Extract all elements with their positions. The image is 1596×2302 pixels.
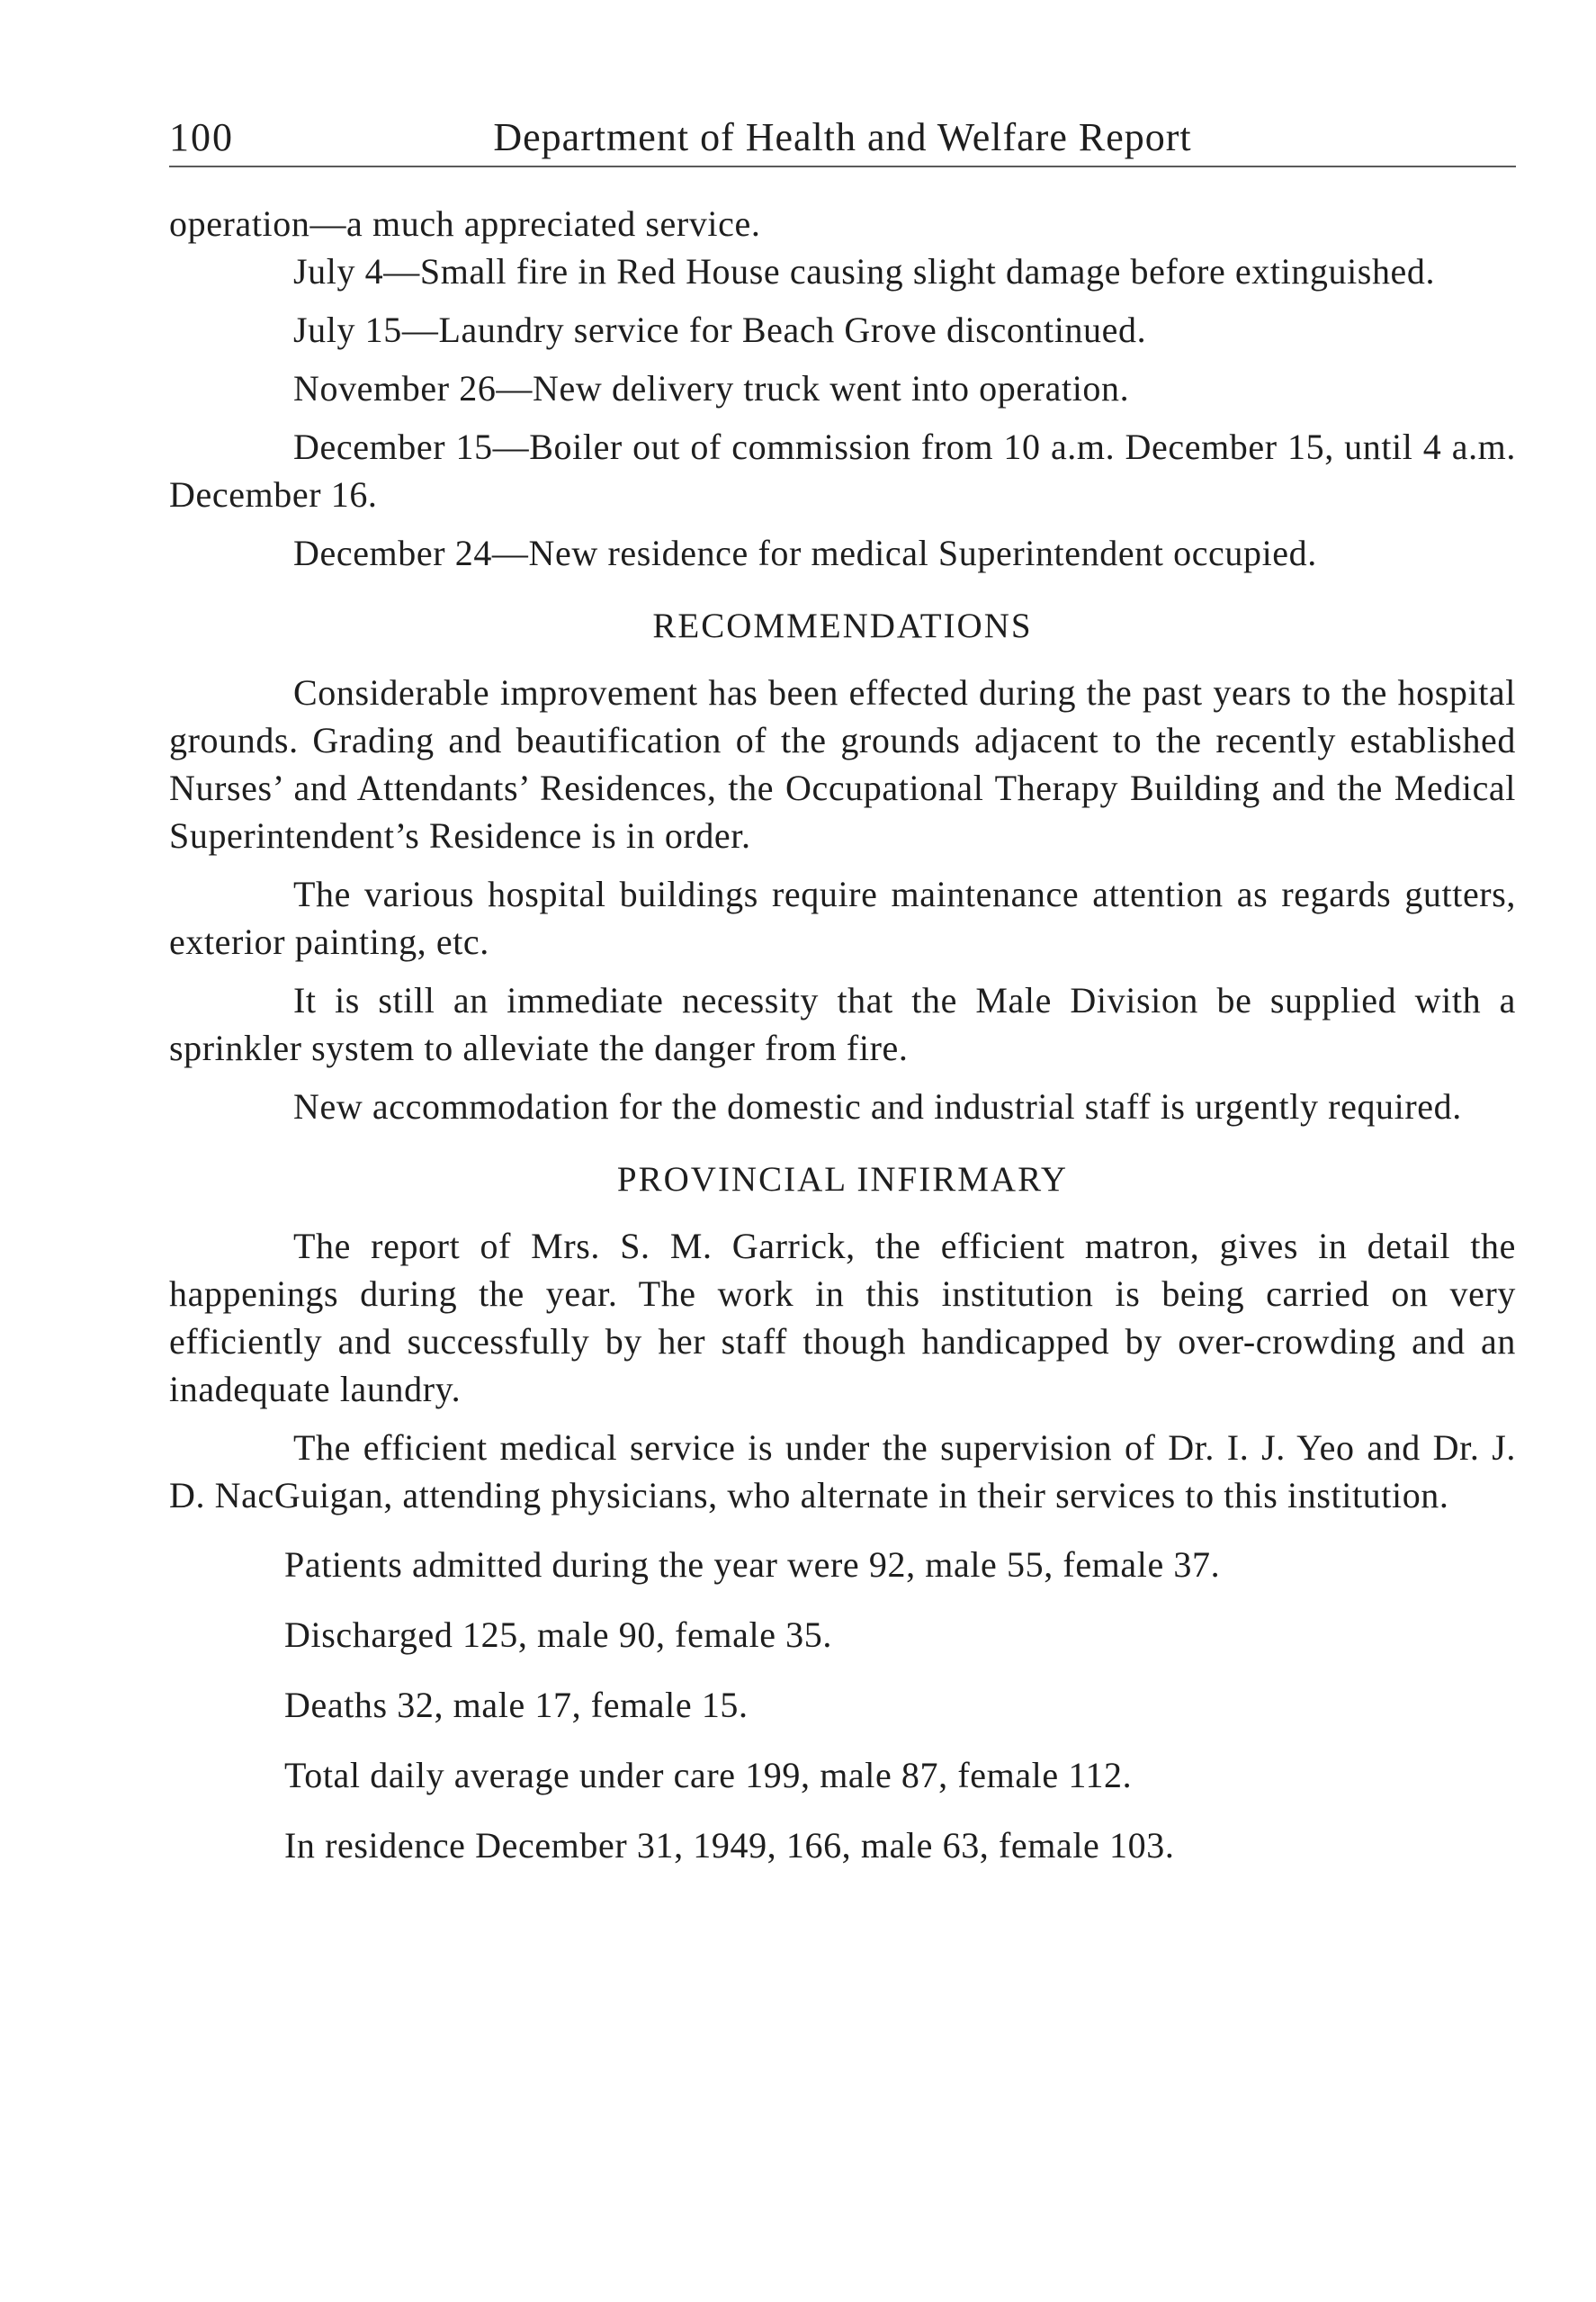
event-december-15: December 15—Boiler out of commission from 10 a.m. December 15, until 4 a.m. December 16. (169, 427, 1516, 515)
stat-discharged: Discharged 125, male 90, female 35. (284, 1614, 832, 1655)
event-july-4: July 4—Small fire in Red House causing slight damage before extinguished. (293, 251, 1436, 292)
stat-admitted: Patients admitted during the year were 92, male 55, female 37. (284, 1544, 1221, 1585)
recommendation-paragraph: New accommodation for the domestic and industrial staff is urgently required. (293, 1086, 1462, 1127)
stat-in-residence: In residence December 31, 1949, 166, male 63, female 103. (284, 1825, 1175, 1866)
page-number: 100 (169, 115, 234, 159)
recommendation-paragraph: It is still an immediate necessity that the Male Division be supplied with a sprinkler system to alleviate the danger from fire. (169, 980, 1516, 1068)
section-heading-provincial-infirmary: PROVINCIAL INFIRMARY (616, 1160, 1069, 1199)
event-november-26: November 26—New delivery truck went into operation. (293, 368, 1130, 409)
infirmary-paragraph: The efficient medical service is under the supervision of Dr. I. J. Yeo and Dr. J. D. NacGuigan, attending physicians, who alternate in their services to this institution. (169, 1427, 1516, 1515)
page-header (169, 115, 1516, 167)
recommendation-paragraph: The various hospital buildings require maintenance attention as regards gutters, exterior painting, etc. (169, 874, 1516, 962)
event-december-24: December 24—New residence for medical Superintendent occupied. (293, 533, 1317, 573)
running-title: Department of Health and Welfare Report (493, 115, 1192, 159)
paragraph-continuation: operation—a much appreciated service. (169, 203, 761, 244)
stat-daily-average: Total daily average under care 199, male 87, female 112. (284, 1755, 1133, 1795)
section-heading-recommendations: RECOMMENDATIONS (652, 607, 1033, 645)
event-july-15: July 15—Laundry service for Beach Grove discontinued. (293, 310, 1147, 350)
page-body (169, 200, 1516, 1868)
stat-deaths: Deaths 32, male 17, female 15. (284, 1685, 749, 1725)
recommendation-paragraph: Considerable improvement has been effected during the past years to the hospital grounds. Grading and beautification of the grounds adjacent to the recently established Nurses’ and Attendants’ Residences, the Occupational Therapy Building and the Medical Superintendent’s Residence is in order. (169, 672, 1516, 856)
infirmary-paragraph: The report of Mrs. S. M. Garrick, the efficient matron, gives in detail the happenings during the year. The work in this institution is being carried on very efficiently and successfully by her staff though handicapped by over-crowding and an inadequate laundry. (169, 1226, 1516, 1409)
